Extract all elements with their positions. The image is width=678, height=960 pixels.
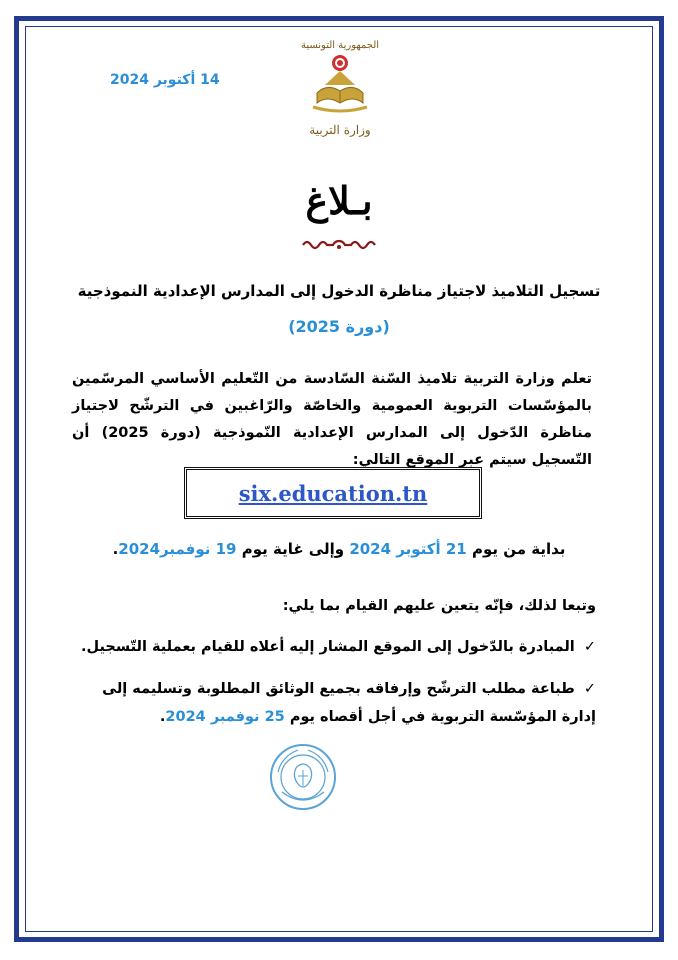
document-title: بـلاغ <box>305 178 373 223</box>
list-item-suffix: . <box>159 709 166 725</box>
registration-website-link[interactable]: six.education.tn <box>238 480 428 506</box>
period-start-date: 21 أكتوبر 2024 <box>349 540 467 558</box>
ministry-logo <box>290 40 390 150</box>
period-end-date: 19 نوفمبر2024 <box>118 540 237 558</box>
list-item <box>76 633 596 661</box>
logo-top-text: الجمهورية التونسية <box>300 40 380 51</box>
period-suffix: . <box>112 540 119 558</box>
deadline-date: 25 نوفمبر 2024 <box>165 709 285 725</box>
title-ornament-icon <box>301 238 377 252</box>
ministry-stamp-icon <box>268 742 338 812</box>
logo-bottom-text: وزارة التربية <box>309 123 371 137</box>
announcement-date: 14 أكتوبر 2024 <box>110 72 220 88</box>
instructions-intro: وتبعا لذلك، فإنّه يتعين عليهم القيام بما يلي: <box>282 598 596 614</box>
list-item <box>76 675 596 731</box>
session-label: (دورة 2025) <box>288 317 390 336</box>
check-icon: ✓ <box>583 681 596 697</box>
announcement-body: تعلم وزارة التربية تلاميذ السّنة السّادسة من التّعليم الأساسي المرسّمين بالمؤسّسات التربوية العمومية والخاصّة والرّاغبين في الترشّح لاجتياز مناظرة الدّخول إلى المدارس الإعدادية النّموذجية (دورة 2025) أن التّسجيل سيتم عبر الموقع التالي: <box>72 371 592 468</box>
website-box <box>184 467 482 519</box>
list-item-text: طباعة مطلب الترشّح وإرفاقه بجميع الوثائق المطلوبة وتسليمه إلى إدارة المؤسّسة التربوية في أجل أقصاه يوم <box>102 681 596 725</box>
period-middle: وإلى غاية يوم <box>241 540 345 558</box>
period-prefix: بداية من يوم <box>471 540 566 558</box>
list-item-text: المبادرة بالدّخول إلى الموقع المشار إليه أعلاه للقيام بعملية التّسجيل. <box>81 639 575 655</box>
registration-period <box>0 540 678 558</box>
ministry-emblem-icon <box>305 51 375 117</box>
document-subtitle: تسجيل التلاميذ لاجتياز مناظرة الدخول إلى المدارس الإعدادية النموذجية <box>77 282 601 300</box>
check-icon: ✓ <box>583 639 596 655</box>
